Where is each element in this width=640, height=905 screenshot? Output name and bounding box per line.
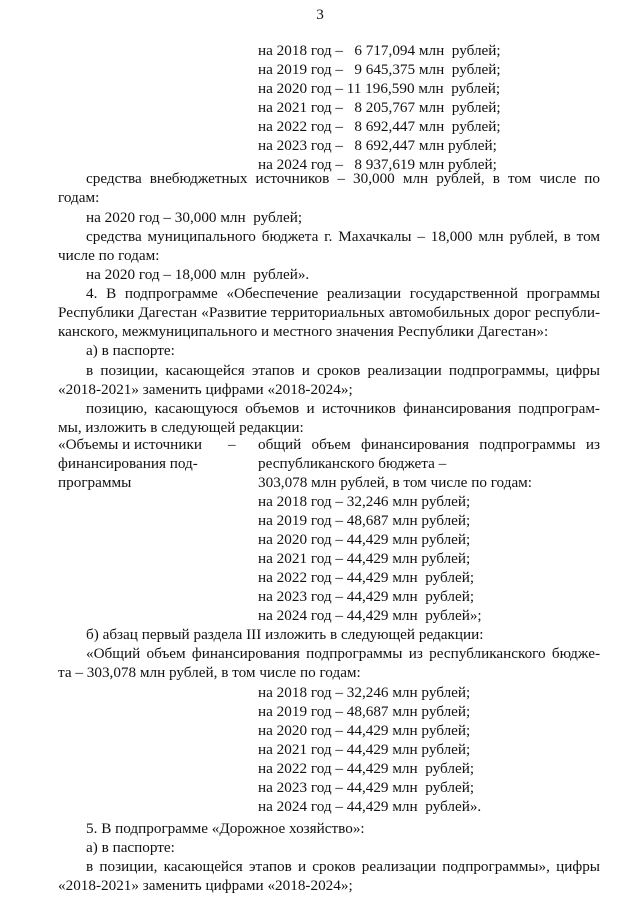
paragraph-line: канского, межмуниципального и местного значения Республики Дагестан»: [58,323,549,340]
year-line: на 2019 год – 9 645,375 млн рублей; [258,61,501,78]
year-line: на 2022 год – 8 692,447 млн рублей; [258,118,501,135]
paragraph-line: 5. В подпрограмме «Дорожное хозяйство»: [86,820,365,837]
year-line: на 2021 год – 44,429 млн рублей; [258,741,471,758]
year-line: на 2022 год – 44,429 млн рублей; [258,569,475,586]
paragraph-line: средства внебюджетных источников – 30,000 млн рублей, в том числе по [86,170,600,187]
year-line: на 2019 год – 48,687 млн рублей; [258,703,471,720]
table-dash: – [228,436,236,453]
year-line: на 2020 год – 44,429 млн рублей; [258,531,471,548]
year-line: на 2020 год – 44,429 млн рублей; [258,722,471,739]
paragraph-line: на 2020 год – 30,000 млн рублей; [86,209,303,226]
year-line: на 2023 год – 44,429 млн рублей; [258,588,475,605]
table-right-cell: общий объем финансирования подпрограммы из [258,436,600,453]
paragraph-line: «2018-2021» заменить цифрами «2018-2024»; [58,877,353,894]
year-line: на 2018 год – 6 717,094 млн рублей; [258,42,501,59]
year-line: на 2021 год – 44,429 млн рублей; [258,550,471,567]
year-line: на 2021 год – 8 205,767 млн рублей; [258,99,501,116]
year-line: на 2022 год – 44,429 млн рублей; [258,760,475,777]
page-number: 3 [316,6,324,23]
paragraph-line: позицию, касающуюся объемов и источников финансирования подпрограм- [86,400,600,417]
paragraph-line: в позиции, касающейся этапов и сроков реализации подпрограммы», цифры [86,858,600,875]
paragraph-line: «2018-2021» заменить цифрами «2018-2024»; [58,381,353,398]
year-line: на 2019 год – 48,687 млн рублей; [258,512,471,529]
year-line: на 2024 год – 8 937,619 млн рублей; [258,156,497,173]
paragraph-line: 4. В подпрограмме «Обеспечение реализации государственной программы [86,285,600,302]
year-line: на 2020 год – 11 196,590 млн рублей; [258,80,501,97]
year-line: на 2018 год – 32,246 млн рублей; [258,684,471,701]
year-line: на 2018 год – 32,246 млн рублей; [258,493,471,510]
paragraph-line: Республики Дагестан «Развитие территориальных автомобильных дорог республи- [58,304,600,321]
table-left-cell: «Объемы и источники [58,436,202,453]
table-right-cell: 303,078 млн рублей, в том числе по годам: [258,474,533,491]
paragraph-line: та – 303,078 млн рублей, в том числе по годам: [58,664,361,681]
paragraph-line: а) в паспорте: [86,342,175,359]
paragraph-line: средства муниципального бюджета г. Махачкалы – 18,000 млн рублей, в том [86,228,600,245]
paragraph-line: б) абзац первый раздела III изложить в следующей редакции: [86,626,484,643]
year-line: на 2023 год – 44,429 млн рублей; [258,779,475,796]
table-left-cell: финансирования под- [58,455,198,472]
paragraph-line: а) в паспорте: [86,839,175,856]
year-line: на 2024 год – 44,429 млн рублей»; [258,607,482,624]
paragraph-line: «Общий объем финансирования подпрограммы из республиканского бюдже- [86,645,600,662]
paragraph-line: на 2020 год – 18,000 млн рублей». [86,266,310,283]
table-right-cell: республиканского бюджета – [258,455,447,472]
year-line: на 2024 год – 44,429 млн рублей». [258,798,482,815]
table-left-cell: программы [58,474,132,491]
paragraph-line: в позиции, касающейся этапов и сроков реализации подпрограммы, цифры [86,362,600,379]
paragraph-line: числе по годам: [58,247,160,264]
paragraph-line: годам: [58,189,100,206]
paragraph-line: мы, изложить в следующей редакции: [58,419,304,436]
year-line: на 2023 год – 8 692,447 млн рублей; [258,137,497,154]
